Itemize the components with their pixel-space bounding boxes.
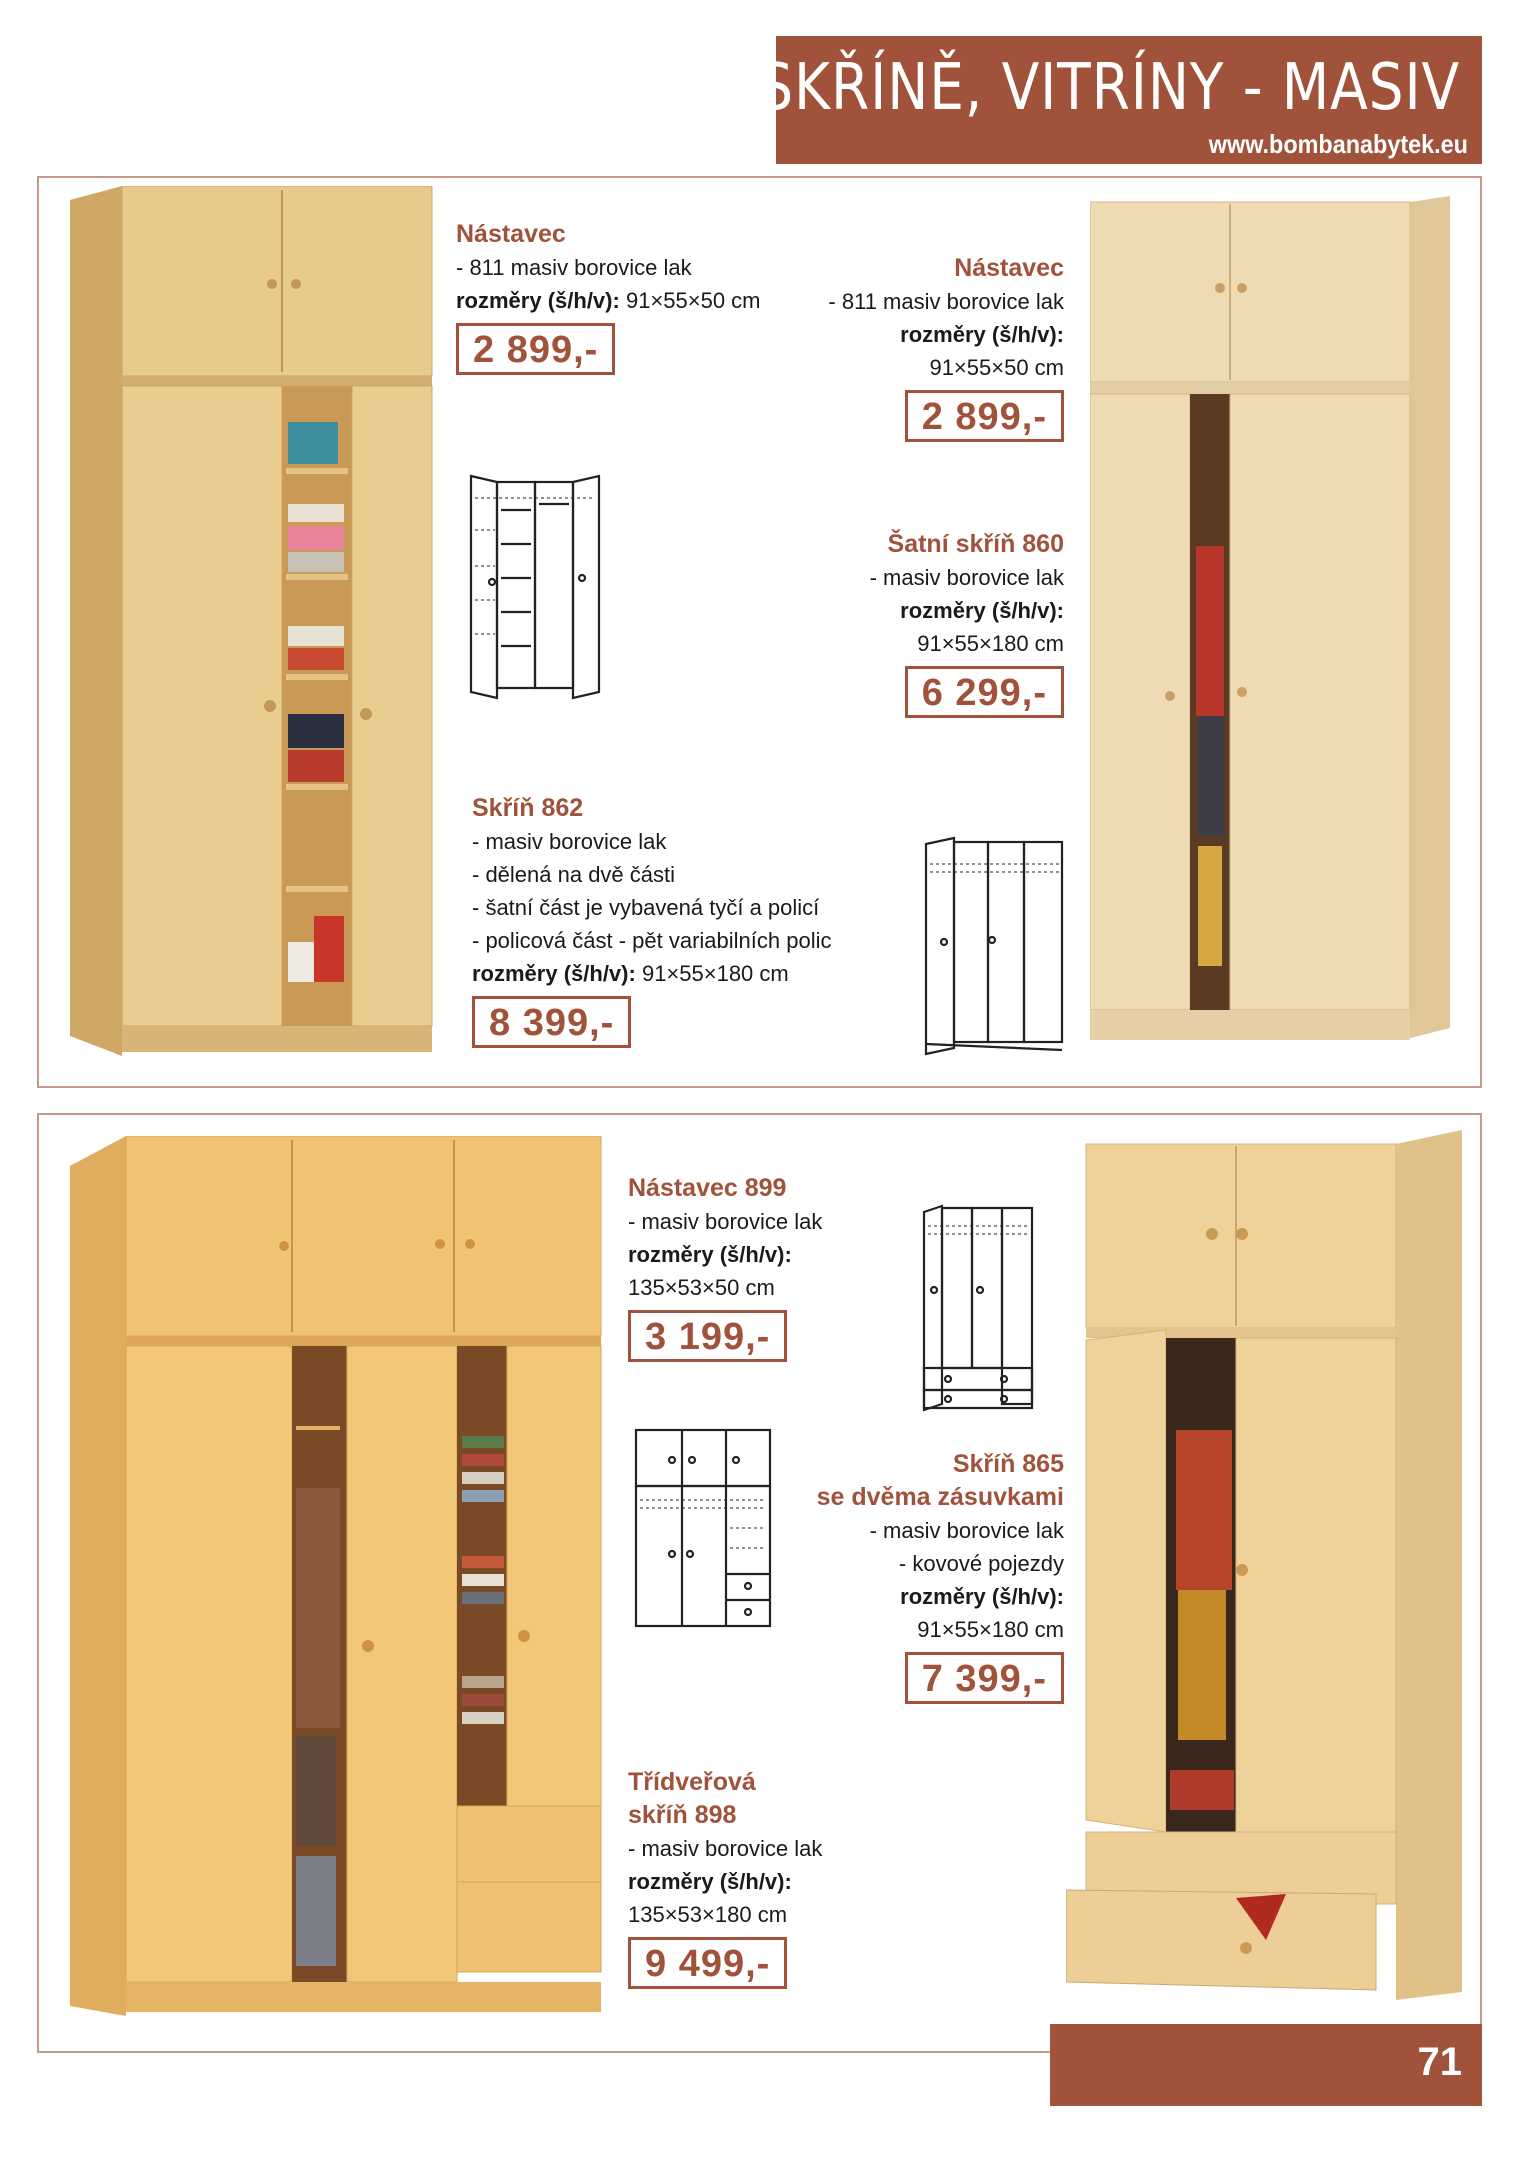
page-number: 71 xyxy=(1417,2040,1462,2084)
product-desc: - masiv borovice lak xyxy=(628,1836,823,1861)
product-name-line2: se dvěma zásuvkami xyxy=(816,1483,1064,1511)
dims-label: rozměry (š/h/v): xyxy=(456,288,620,313)
product-name-line2: skříň 898 xyxy=(628,1801,737,1829)
dims-value: 135×53×50 cm xyxy=(628,1275,775,1300)
price-tag: 2 899,- xyxy=(905,390,1064,442)
wardrobe-862-drawing xyxy=(465,470,605,702)
wardrobe-862-photo xyxy=(70,186,450,1066)
price-tag: 8 399,- xyxy=(472,996,631,1048)
wardrobe-865-drawing xyxy=(918,1204,1038,1414)
product-desc-1: - masiv borovice lak xyxy=(869,1518,1064,1543)
product-skrin-865 xyxy=(817,1448,1064,1704)
product-nastavec-right xyxy=(828,252,1064,442)
dims-label: rozměry (š/h/v): xyxy=(628,1242,792,1267)
price-tag: 3 199,- xyxy=(628,1310,787,1362)
product-skrin-862 xyxy=(472,792,832,1048)
dims-label: rozměry (š/h/v): xyxy=(628,1869,792,1894)
product-nastavec-899 xyxy=(628,1172,822,1362)
wardrobe-860-drawing xyxy=(920,836,1070,1056)
product-desc: - masiv borovice lak xyxy=(869,565,1064,590)
product-desc: - masiv borovice lak xyxy=(628,1209,823,1234)
dims-value: 91×55×180 cm xyxy=(917,631,1064,656)
price-tag: 7 399,- xyxy=(905,1652,1064,1704)
product-name-line1: Skříň 865 xyxy=(952,1450,1064,1478)
dims-value: 91×55×180 cm xyxy=(641,961,789,986)
price-tag: 6 299,- xyxy=(905,666,1064,718)
page-title: SKŘÍNĚ, VITRÍNY - MASIV xyxy=(758,51,1460,125)
product-name: Skříň 862 xyxy=(472,794,584,822)
dims-label: rozměry (š/h/v): xyxy=(900,322,1064,347)
dims-value: 135×53×180 cm xyxy=(628,1902,788,1927)
product-name: Nástavec xyxy=(456,220,566,248)
wardrobe-898-drawing xyxy=(632,1424,774,1634)
dims-value: 91×55×180 cm xyxy=(917,1617,1064,1642)
product-desc-2: - dělená na dvě části xyxy=(472,862,676,887)
dims-label: rozměry (š/h/v): xyxy=(472,961,636,986)
product-name: Šatní skříň 860 xyxy=(887,530,1064,558)
website-url[interactable]: www.bombanabytek.eu xyxy=(1208,129,1468,159)
wardrobe-898-photo xyxy=(70,1136,610,2036)
product-name: Nástavec xyxy=(954,254,1064,282)
dims-label: rozměry (š/h/v): xyxy=(900,598,1064,623)
price-tag: 9 499,- xyxy=(628,1937,787,1989)
product-desc-2: - kovové pojezdy xyxy=(898,1551,1064,1576)
dims-label: rozměry (š/h/v): xyxy=(900,1584,1064,1609)
product-desc-4: - policová část - pět variabilních polic xyxy=(472,928,832,953)
price-tag: 2 899,- xyxy=(456,323,615,375)
product-nastavec-left xyxy=(456,218,761,375)
header-banner xyxy=(758,36,1482,164)
product-desc-1: - masiv borovice lak xyxy=(472,829,667,854)
product-desc: - 811 masiv borovice lak xyxy=(456,255,692,280)
product-name: Nástavec 899 xyxy=(628,1174,787,1202)
product-desc: - 811 masiv borovice lak xyxy=(828,289,1064,314)
product-tridverova-898 xyxy=(628,1766,822,1989)
product-satni-skrin-860 xyxy=(870,528,1064,718)
dims-value: 91×55×50 cm xyxy=(929,355,1064,380)
product-name-line1: Třídveřová xyxy=(628,1768,756,1796)
wardrobe-865-photo xyxy=(1066,1130,1466,2010)
page-number-banner xyxy=(1050,2024,1482,2106)
product-desc-3: - šatní část je vybavená tyčí a policí xyxy=(472,895,820,920)
dims-value: 91×55×50 cm xyxy=(625,288,761,313)
wardrobe-860-photo xyxy=(1090,196,1460,1046)
